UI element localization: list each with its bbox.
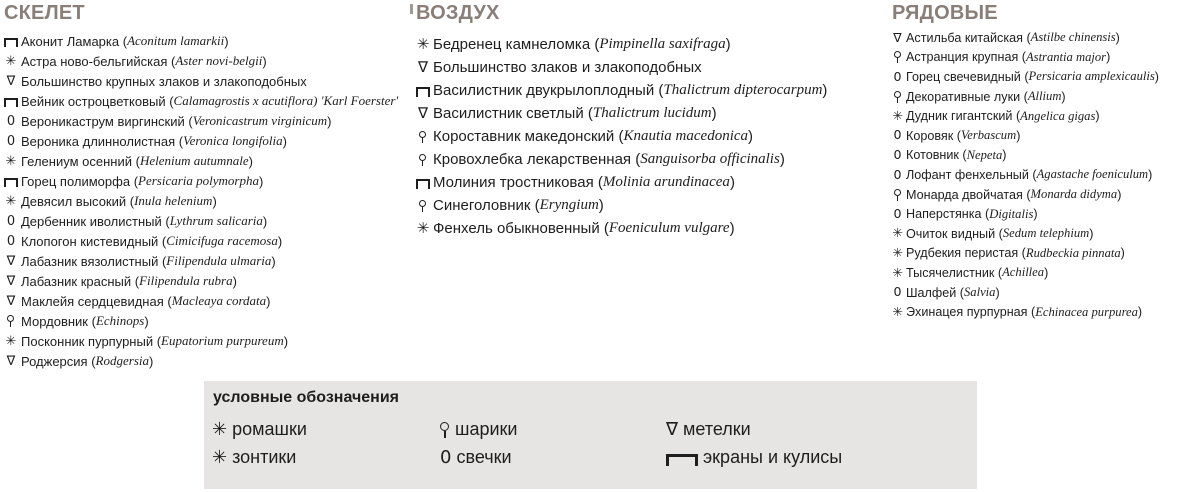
column-title: ВОЗДУХ xyxy=(416,2,500,24)
screen-marker-icon xyxy=(666,450,698,466)
plant-latin-name: Cimicifuga racemosa xyxy=(166,233,278,248)
plant-list xyxy=(4,31,398,371)
plant-name: Очиток видный xyxy=(906,226,996,241)
plant-name: Шалфей xyxy=(906,285,957,300)
column-title: РЯДОВЫЕ xyxy=(892,2,998,24)
plant-name: Большинство злаков и злакоподобных xyxy=(433,59,702,76)
plant-latin-name: Salvia xyxy=(964,285,996,300)
plant-latin-name: Aster novi-belgii xyxy=(175,53,263,68)
plant-latin-name: Astrantia major xyxy=(1025,49,1107,64)
plant-name: Дудник гигантский xyxy=(906,109,1013,124)
daisy-marker-icon: ✳ xyxy=(212,418,228,440)
legend-label: метелки xyxy=(683,419,751,439)
candle-marker-icon: 0 xyxy=(440,446,452,468)
umbrella-marker-icon: ✳ xyxy=(5,333,17,349)
plant-list xyxy=(892,28,1159,322)
legend-item-romashki xyxy=(212,419,307,440)
legend-item-ekrany xyxy=(666,447,842,468)
plant-item: Астранция крупная ( Astrantia major ) xyxy=(892,48,1159,68)
plant-name: Астильба китайская xyxy=(906,30,1023,45)
plant-item: Кровохлебка лекарственная ( Sanguisorba officinalis ) xyxy=(416,148,827,171)
daisy-marker-icon: ✳ xyxy=(892,303,903,319)
plant-name: Котовник xyxy=(906,148,959,163)
plant-name: Фенхель обыкновенный xyxy=(433,220,600,237)
plant-latin-name: Achillea xyxy=(1002,265,1045,280)
plant-name: Коровяк xyxy=(906,128,954,143)
umbrella-marker-icon: ✳ xyxy=(892,264,903,280)
candle-marker-icon: 0 xyxy=(893,205,902,221)
plant-item: ✳ Бедренец камнеломка ( Pimpinella saxifraga ) xyxy=(416,35,731,53)
plant-name: Астра ново-бельгийская xyxy=(21,53,168,69)
plant-name: Гелениум осенний xyxy=(21,153,132,169)
plant-latin-name: Sedum telephium xyxy=(1002,226,1090,241)
plant-latin-name: Inula helenium xyxy=(134,193,213,208)
plant-item: ∇ Лабазник красный ( Filipendula rubra ) xyxy=(4,271,398,291)
panicle-marker-icon: ∇ xyxy=(6,73,16,89)
plant-latin-name: Echinacea purpurea xyxy=(1035,304,1138,319)
plant-name: Мордовник xyxy=(21,313,88,329)
plant-item: ✳ Дудник гигантский ( Angelica gigas ) xyxy=(892,107,1100,124)
umbrella-marker-icon: ✳ xyxy=(416,219,430,237)
column-skelet xyxy=(4,0,398,371)
umbrella-marker-icon: ✳ xyxy=(892,107,903,123)
plant-latin-name: Molinia arundinacea xyxy=(602,174,730,190)
ball-marker-icon xyxy=(416,131,430,143)
plant-name: Маклейя сердцевидная xyxy=(21,293,164,309)
plant-item: Декоративные луки ( Allium ) xyxy=(892,87,1159,107)
plant-name: Бедренец камнеломка xyxy=(433,36,591,53)
plant-name: Декоративные луки xyxy=(906,89,1021,104)
plant-latin-name: Pimpinella saxifraga xyxy=(599,36,726,52)
plant-latin-name: Knautia macedonica xyxy=(623,128,749,144)
panicle-marker-icon: ∇ xyxy=(417,104,429,122)
plant-latin-name: Aconitum lamarkii xyxy=(127,33,225,48)
plant-name: Синеголовник xyxy=(433,197,531,214)
candle-marker-icon: 0 xyxy=(6,233,16,249)
ball-marker-icon xyxy=(892,51,903,63)
plant-name: Василистник двукрылоплодный xyxy=(433,82,655,99)
plant-latin-name: Lythrum salicaria xyxy=(169,213,263,228)
daisy-marker-icon: ✳ xyxy=(5,53,17,69)
plant-name: Молиния тростниковая xyxy=(433,174,594,191)
plant-latin-name: Helenium autumnale xyxy=(139,153,249,168)
plant-name: Короставник македонский xyxy=(433,128,615,145)
plant-item: ✳ Астра ново-бельгийская ( Aster novi-belgii ) xyxy=(5,53,267,69)
plant-latin-name: Agastache foeniculum xyxy=(1036,167,1149,182)
ball-marker-icon xyxy=(4,315,18,327)
plant-latin-name: Sanguisorba officinalis xyxy=(640,151,780,167)
plant-item: 0 Лофант фенхельный ( Agastache foeniculum ) xyxy=(893,166,1153,182)
legend-item-metelki xyxy=(666,419,751,440)
plant-latin-name: Angelica gigas xyxy=(1020,108,1096,123)
plant-item: 0 Вероника длиннолистная ( Veronica longifolia ) xyxy=(4,131,398,151)
plant-item: 0 Коровяк ( Verbascum ) xyxy=(893,127,1021,143)
plant-item: 0 Наперстянка ( Digitalis ) xyxy=(893,205,1038,222)
plant-item: Мордовник ( Echinops ) xyxy=(4,311,398,331)
plant-item: Василистник двукрылоплодный ( Thalictrum dipterocarpum ) xyxy=(416,79,827,102)
legend-item-shariki xyxy=(440,419,517,440)
plant-latin-name: Persicaria polymorpha xyxy=(138,173,259,188)
plant-item: ∇ Маклейя сердцевидная ( Macleaya cordata ) xyxy=(4,291,398,311)
plant-item: Короставник македонский ( Knautia macedonica ) xyxy=(416,125,827,148)
ball-marker-icon xyxy=(416,154,430,166)
plant-latin-name: Nepeta xyxy=(966,147,1003,162)
plant-item: 0 Вероникаструм виргинский ( Veronicastrum virginicum ) xyxy=(4,111,398,131)
ball-marker-icon xyxy=(440,422,450,438)
candle-marker-icon: 0 xyxy=(893,68,902,84)
ball-marker-icon xyxy=(892,91,903,103)
plant-item: Вейник остроцветковый ( Calamagrostis x acutiflora) 'Karl Foerster' xyxy=(4,91,398,111)
plant-item: ✳ Гелениум осенний ( Helenium autumnale ) xyxy=(5,153,253,169)
plant-latin-name: Thalictrum lucidum xyxy=(592,105,712,121)
plant-latin-name: Thalictrum dipterocarpum xyxy=(663,82,823,98)
plant-item: ∇ Лабазник вязолистный ( Filipendula ulmaria ) xyxy=(4,251,398,271)
candle-marker-icon: 0 xyxy=(6,133,16,149)
legend-item-svechki xyxy=(440,447,512,468)
legend-label: зонтики xyxy=(232,447,297,467)
plant-latin-name: Filipendula ulmaria xyxy=(166,253,272,268)
screen-marker-icon xyxy=(416,177,430,189)
plant-latin-name: Filipendula rubra xyxy=(139,273,233,288)
daisy-marker-icon: ✳ xyxy=(892,245,903,261)
panicle-marker-icon: ∇ xyxy=(6,253,16,269)
candle-marker-icon: 0 xyxy=(893,284,902,300)
umbrella-marker-icon: ✳ xyxy=(212,446,228,468)
plant-latin-name: Calamagrostis x acutiflora) 'Karl Foerster' xyxy=(173,93,399,108)
candle-marker-icon: 0 xyxy=(893,127,902,143)
plant-item: ✳ Фенхель обыкновенный ( Foeniculum vulgare ) xyxy=(416,219,735,237)
plant-item: 0 Шалфей ( Salvia ) xyxy=(893,284,1000,300)
plant-name: Посконник пурпурный xyxy=(21,333,154,349)
plant-item: ∇ Астильба китайская ( Astilbe chinensis ) xyxy=(893,29,1120,45)
plant-item: ✳ Очиток видный ( Sedum telephium ) xyxy=(892,225,1094,241)
plant-name: Тысячелистник xyxy=(906,265,995,280)
plant-name: Лабазник вязолистный xyxy=(21,253,159,269)
plant-item xyxy=(4,71,398,91)
umbrella-marker-icon: ✳ xyxy=(416,35,430,53)
plant-item: 0 Клопогон кистевидный ( Cimicifuga racemosa ) xyxy=(4,231,398,251)
plant-name: Аконит Ламарка xyxy=(21,33,120,49)
plant-name: Эхинацея пурпурная xyxy=(906,305,1028,320)
plant-latin-name: Allium xyxy=(1027,89,1062,104)
plant-item: ∇ Василистник светлый ( Thalictrum lucidum ) xyxy=(417,104,717,122)
plant-item: Аконит Ламарка ( Aconitum lamarkii ) xyxy=(4,31,398,51)
plant-latin-name: Rudbeckia pinnata xyxy=(1025,245,1121,260)
plant-name: Кровохлебка лекарственная xyxy=(433,151,632,168)
plant-item: ✳ Рудбекия перистая ( Rudbeckia pinnata ) xyxy=(892,245,1125,261)
screen-marker-icon xyxy=(4,96,18,107)
plant-item: Молиния тростниковая ( Molinia arundinacea ) xyxy=(416,171,827,194)
plant-item: ✳ Эхинацея пурпурная ( Echinacea purpurea ) xyxy=(892,303,1143,320)
plant-latin-name: Rodgersia xyxy=(95,353,149,368)
plant-latin-name: Veronica longifolia xyxy=(183,133,283,148)
plant-name: Горец полиморфа xyxy=(21,173,131,189)
screen-marker-icon xyxy=(4,176,18,187)
legend-label: ромашки xyxy=(232,419,307,439)
column-ryadovye xyxy=(892,0,1159,322)
plant-item: ✳ Тысячелистник ( Achillea ) xyxy=(892,264,1049,280)
plant-latin-name: Digitalis xyxy=(989,206,1034,221)
plant-name: Лабазник красный xyxy=(21,273,132,289)
plant-latin-name: Monarda didyma xyxy=(1030,187,1118,202)
legend-item-zontiki xyxy=(212,447,296,468)
candle-marker-icon: 0 xyxy=(893,166,902,182)
column-title: СКЕЛЕТ xyxy=(4,2,85,24)
plant-latin-name: Echinops xyxy=(95,313,145,328)
candle-marker-icon: 0 xyxy=(6,113,16,129)
legend-label: свечки xyxy=(456,447,512,467)
plant-item: ∇ Роджерсия ( Rodgersia ) xyxy=(4,351,398,371)
plant-name: Наперстянка xyxy=(906,207,982,222)
plant-latin-name: Veronicastrum virginicum xyxy=(192,113,328,128)
plant-item: ✳ Посконник пурпурный ( Eupatorium purpureum ) xyxy=(5,333,289,349)
candle-marker-icon: 0 xyxy=(893,147,902,163)
plant-item: Монарда двойчатая ( Monarda didyma ) xyxy=(892,185,1159,205)
legend-label: экраны и кулисы xyxy=(703,447,843,467)
plant-latin-name: Verbascum xyxy=(960,128,1017,143)
plant-latin-name: Persicaria amplexicaulis xyxy=(1028,69,1155,84)
legend-label: шарики xyxy=(455,419,518,439)
daisy-marker-icon: ✳ xyxy=(5,153,17,169)
plant-name: Василистник светлый xyxy=(433,105,584,122)
plant-name: Большинство крупных злаков и злакоподобных xyxy=(21,73,307,89)
panicle-marker-icon: ∇ xyxy=(6,353,16,369)
plant-item: Горец полиморфа ( Persicaria polymorpha ) xyxy=(4,171,398,191)
panicle-marker-icon: ∇ xyxy=(417,58,429,76)
plant-item xyxy=(416,56,827,79)
plant-name: Девясил высокий xyxy=(21,193,127,209)
plant-name: Роджерсия xyxy=(21,353,88,369)
plant-list xyxy=(416,33,827,240)
panicle-marker-icon: ∇ xyxy=(666,418,679,440)
plant-name: Вероникаструм виргинский xyxy=(21,113,185,129)
plant-latin-name: Eupatorium purpureum xyxy=(161,333,284,348)
plant-latin-name: Foeniculum vulgare xyxy=(608,220,730,236)
plant-item: 0 Горец свечевидный ( Persicaria amplexicaulis ) xyxy=(893,68,1159,84)
screen-marker-icon xyxy=(416,85,430,97)
plant-name: Вейник остроцветковый xyxy=(21,93,166,109)
plant-name: Лофант фенхельный xyxy=(906,167,1029,182)
daisy-marker-icon: ✳ xyxy=(5,193,17,209)
candle-marker-icon: 0 xyxy=(6,213,16,229)
plant-name: Монарда двойчатая xyxy=(906,187,1023,202)
panicle-marker-icon: ∇ xyxy=(6,273,16,289)
legend-title: условные обозначения xyxy=(213,389,399,406)
ball-marker-icon xyxy=(416,200,430,212)
plant-name: Рудбекия перистая xyxy=(906,246,1019,261)
plant-name: Астранция крупная xyxy=(906,50,1019,65)
ball-marker-icon xyxy=(892,189,903,201)
plant-name: Клопогон кистевидный xyxy=(21,233,159,249)
panicle-marker-icon: ∇ xyxy=(893,29,902,45)
plant-name: Вероника длиннолистная xyxy=(21,133,176,149)
plant-latin-name: Eryngium xyxy=(539,197,599,213)
screen-marker-icon xyxy=(4,36,18,47)
plant-name: Горец свечевидный xyxy=(906,69,1021,84)
column-vozduh xyxy=(416,0,827,240)
plant-name: Дербенник иволистный xyxy=(21,213,162,229)
umbrella-marker-icon: ✳ xyxy=(892,225,903,241)
plant-item: Синеголовник ( Eryngium ) xyxy=(416,194,827,217)
plant-item: 0 Котовник ( Nepeta ) xyxy=(893,147,1007,163)
plant-item: 0 Дербенник иволистный ( Lythrum salicaria ) xyxy=(4,211,398,231)
plant-latin-name: Astilbe chinensis xyxy=(1030,30,1116,45)
plant-latin-name: Macleaya cordata xyxy=(171,293,267,308)
column-divider xyxy=(410,4,413,14)
plant-item: ✳ Девясил высокий ( Inula helenium ) xyxy=(5,193,217,209)
panicle-marker-icon: ∇ xyxy=(6,293,16,309)
legend-box xyxy=(204,381,977,489)
